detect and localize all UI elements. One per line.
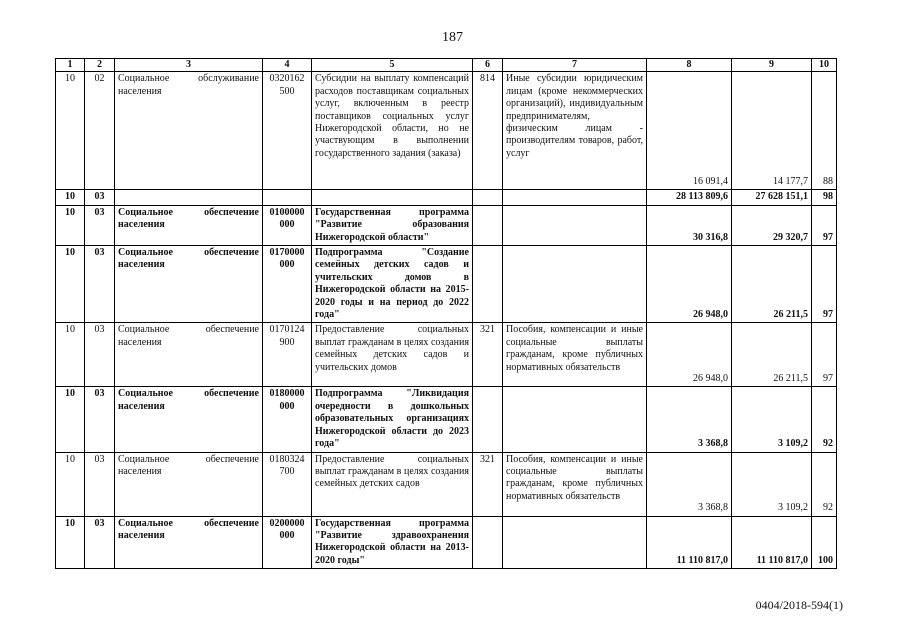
actual-amount-cell: 14 177,7 (732, 72, 812, 190)
section-name-cell: Социальное обеспечение населения (115, 516, 263, 569)
section-cell: 10 (56, 323, 85, 387)
expense-type-code-cell (473, 387, 503, 452)
percent-cell: 97 (812, 323, 837, 387)
table-row (56, 452, 837, 516)
expense-type-name-cell (503, 246, 647, 323)
column-header: 2 (85, 59, 115, 72)
description-cell: Подпрограмма "Создание семейных детских садов и учительских домов в Нижегородской области на 2015-2020 годы и на период до 2022 года" (312, 246, 473, 323)
expense-type-code-cell (473, 246, 503, 323)
document-code: 0404/2018-594(1) (755, 598, 843, 612)
subsection-cell: 03 (85, 452, 115, 516)
target-code-cell: 0170000 000 (263, 246, 312, 323)
section-name-cell (115, 190, 263, 205)
target-code-cell: 0100000 000 (263, 205, 312, 245)
target-code-cell: 0200000 000 (263, 516, 312, 569)
expense-type-name-cell (503, 205, 647, 245)
section-cell: 10 (56, 190, 85, 205)
percent-cell: 92 (812, 452, 837, 516)
expense-type-name-cell: Пособия, компенсации и иные социальные выплаты гражданам, кроме публичных нормативных обязательств (503, 452, 647, 516)
column-header: 5 (312, 59, 473, 72)
description-cell: Подпрограмма "Ликвидация очередности в дошкольных образовательных организациях Нижегородской области до 2023 года" (312, 387, 473, 452)
section-cell: 10 (56, 452, 85, 516)
percent-cell: 98 (812, 190, 837, 205)
actual-amount-cell: 27 628 151,1 (732, 190, 812, 205)
planned-amount-cell: 16 091,4 (647, 72, 732, 190)
subsection-cell: 02 (85, 72, 115, 190)
actual-amount-cell: 11 110 817,0 (732, 516, 812, 569)
expense-type-code-cell (473, 516, 503, 569)
actual-amount-cell: 3 109,2 (732, 452, 812, 516)
expense-type-name-cell (503, 387, 647, 452)
expense-type-name-cell: Пособия, компенсации и иные социальные выплаты гражданам, кроме публичных нормативных обязательств (503, 323, 647, 387)
target-code-cell (263, 190, 312, 205)
planned-amount-cell: 3 368,8 (647, 452, 732, 516)
subsection-cell: 03 (85, 190, 115, 205)
planned-amount-cell: 28 113 809,6 (647, 190, 732, 205)
percent-cell: 92 (812, 387, 837, 452)
actual-amount-cell: 3 109,2 (732, 387, 812, 452)
section-name-cell: Социальное обеспечение населения (115, 205, 263, 245)
section-name-cell: Социальное обеспечение населения (115, 323, 263, 387)
section-cell: 10 (56, 387, 85, 452)
expense-type-code-cell: 321 (473, 323, 503, 387)
expense-type-code-cell (473, 205, 503, 245)
description-cell: Предоставление социальных выплат гражданам в целях создания семейных детских садов (312, 452, 473, 516)
planned-amount-cell: 30 316,8 (647, 205, 732, 245)
expense-type-name-cell (503, 516, 647, 569)
subsection-cell: 03 (85, 246, 115, 323)
planned-amount-cell: 11 110 817,0 (647, 516, 732, 569)
planned-amount-cell: 26 948,0 (647, 246, 732, 323)
table-row (56, 205, 837, 245)
table-row (56, 387, 837, 452)
expense-type-name-cell (503, 190, 647, 205)
section-cell: 10 (56, 72, 85, 190)
column-header: 3 (115, 59, 263, 72)
description-cell (312, 190, 473, 205)
table-row (56, 246, 837, 323)
description-cell: Предоставление социальных выплат гражданам в целях создания семейных детских садов и учительских домов (312, 323, 473, 387)
description-cell: Субсидии на выплату компенсаций расходов поставщикам социальных услуг, включенным в реестр поставщиков социальных услуг Нижегородской области, но не участвующим в выполнении государственного задания (заказа) (312, 72, 473, 190)
section-name-cell: Социальное обслуживание населения (115, 72, 263, 190)
percent-cell: 97 (812, 246, 837, 323)
budget-table (55, 58, 837, 569)
column-header: 9 (732, 59, 812, 72)
subsection-cell: 03 (85, 516, 115, 569)
section-cell: 10 (56, 205, 85, 245)
actual-amount-cell: 26 211,5 (732, 323, 812, 387)
table-row (56, 323, 837, 387)
expense-type-code-cell (473, 190, 503, 205)
subsection-cell: 03 (85, 387, 115, 452)
description-cell: Государственная программа "Развитие образования Нижегородской области" (312, 205, 473, 245)
table-row (56, 516, 837, 569)
target-code-cell: 0180000 000 (263, 387, 312, 452)
target-code-cell: 0320162 500 (263, 72, 312, 190)
column-header: 7 (503, 59, 647, 72)
section-name-cell: Социальное обеспечение населения (115, 387, 263, 452)
planned-amount-cell: 3 368,8 (647, 387, 732, 452)
subsection-cell: 03 (85, 205, 115, 245)
column-header: 1 (56, 59, 85, 72)
table-row (56, 72, 837, 190)
expense-type-name-cell: Иные субсидии юридическим лицам (кроме некоммерческих организаций), индивидуальным предпринимателям, физическим лицам - производителям товаров, работ, услуг (503, 72, 647, 190)
expense-type-code-cell: 814 (473, 72, 503, 190)
column-header: 10 (812, 59, 837, 72)
percent-cell: 100 (812, 516, 837, 569)
subsection-cell: 03 (85, 323, 115, 387)
column-header: 4 (263, 59, 312, 72)
section-name-cell: Социальное обеспечение населения (115, 246, 263, 323)
expense-type-code-cell: 321 (473, 452, 503, 516)
actual-amount-cell: 26 211,5 (732, 246, 812, 323)
column-header: 8 (647, 59, 732, 72)
description-cell: Государственная программа "Развитие здравоохранения Нижегородской области на 2013-2020 годы" (312, 516, 473, 569)
section-cell: 10 (56, 246, 85, 323)
section-cell: 10 (56, 516, 85, 569)
actual-amount-cell: 29 320,7 (732, 205, 812, 245)
target-code-cell: 0170124 900 (263, 323, 312, 387)
header-row (56, 59, 837, 72)
page-number: 187 (442, 30, 463, 45)
column-header: 6 (473, 59, 503, 72)
target-code-cell: 0180324 700 (263, 452, 312, 516)
section-name-cell: Социальное обеспечение населения (115, 452, 263, 516)
percent-cell: 88 (812, 72, 837, 190)
planned-amount-cell: 26 948,0 (647, 323, 732, 387)
table-row (56, 190, 837, 205)
percent-cell: 97 (812, 205, 837, 245)
